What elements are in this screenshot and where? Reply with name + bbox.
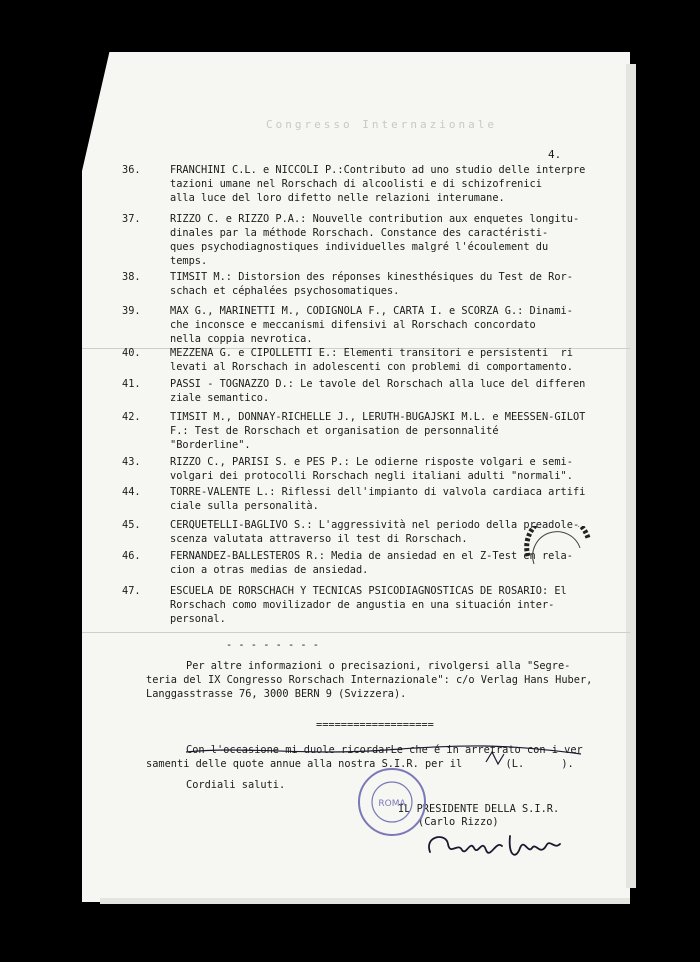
entry-text: Rorschach como movilizador de angustia en una situación inter- — [170, 599, 555, 611]
reference-entry — [122, 410, 586, 452]
info-line-2: teria del IX Congresso Rorschach Internazionale": c/o Verlag Hans Huber, — [146, 674, 593, 686]
entry-text: volgari dei protocolli Rorschach negli italiani adulti "normali". — [170, 470, 573, 482]
reference-entry — [122, 377, 586, 405]
svg-text:ROMA: ROMA — [378, 799, 406, 809]
postmark-stamp — [520, 526, 600, 586]
reference-entry — [122, 346, 576, 374]
entry-number: 42. — [122, 411, 141, 423]
entry-text: cion a otras medias de ansiedad. — [170, 564, 369, 576]
entry-text: RIZZO C. e RIZZO P.A.: Nouvelle contribution aux enquetes longitu- — [170, 213, 580, 225]
reference-entry — [122, 518, 580, 546]
entry-number: 45. — [122, 519, 141, 531]
entry-text: scenza valutata attraverso il test di Rorschach. — [170, 533, 468, 545]
entry-text: "Borderline". — [170, 439, 251, 451]
entry-number: 38. — [122, 271, 141, 283]
reference-entry — [122, 584, 576, 626]
reference-entry — [122, 270, 576, 298]
entry-text: RIZZO C., PARISI S. e PES P.: Le odierne risposte volgari e semi- — [170, 456, 573, 468]
bleed-through-header: Congresso Internazionale — [266, 118, 497, 131]
reference-entry — [122, 455, 576, 483]
info-line-3: Langgasstrasse 76, 3000 BERN 9 (Svizzera). — [146, 688, 407, 700]
separator-short: - - - - - - - - — [226, 639, 319, 651]
entry-text: TORRE-VALENTE L.: Riflessi dell'impianto di valvola cardiaca artifi — [170, 486, 586, 498]
fold-line — [82, 632, 630, 633]
entry-number: 44. — [122, 486, 141, 498]
reference-entry — [122, 549, 576, 577]
entry-text: ciale sulla personalità. — [170, 500, 319, 512]
entry-number: 46. — [122, 550, 141, 562]
info-line-1: Per altre informazioni o precisazioni, rivolgersi alla "Segre- — [186, 660, 571, 672]
handwritten-signature — [424, 826, 564, 866]
entry-text: F.: Test de Rorschach et organisation de personnalité — [170, 425, 499, 437]
entry-text: MAX G., MARINETTI M., CODIGNOLA F., CARTA I. e SCORZA G.: Dinami- — [170, 305, 573, 317]
entry-text: nella coppia nevrotica. — [170, 333, 313, 345]
entry-text: PASSI - TOGNAZZO D.: Le tavole del Rorschach alla luce del differen — [170, 378, 586, 390]
entry-text: alla luce del loro difetto nelle relazioni interumane. — [170, 192, 505, 204]
page-number: 4. — [548, 148, 562, 161]
stacked-pages-bottom — [100, 898, 630, 904]
entry-number: 37. — [122, 213, 141, 225]
entry-text: levati al Rorschach in adolescenti con problemi di comportamento. — [170, 361, 573, 373]
entry-number: 47. — [122, 585, 141, 597]
entry-text: TIMSIT M.: Distorsion des réponses kinesthésiques du Test de Ror- — [170, 271, 573, 283]
entry-text: TIMSIT M., DONNAY-RICHELLE J., LERUTH-BUGAJSKI M.L. e MEESSEN-GILOT — [170, 411, 586, 423]
entry-number: 41. — [122, 378, 141, 390]
salutation: Cordiali saluti. — [186, 779, 286, 791]
reference-entry — [122, 485, 586, 513]
reference-entry — [122, 212, 580, 268]
entry-number: 40. — [122, 347, 141, 359]
entry-text: dinales par la méthode Rorschach. Constance des caractéristi- — [170, 227, 549, 239]
entry-text: che inconsce e meccanismi difensivi al Rorschach concordato — [170, 319, 536, 331]
entry-text: schach et céphalées psychosomatiques. — [170, 285, 400, 297]
stacked-pages-edge — [626, 64, 636, 888]
entry-text: ziale semantico. — [170, 392, 270, 404]
entry-number: 39. — [122, 305, 141, 317]
entry-text: MEZZENA G. e CIPOLLETTI E.: Elementi transitori e persistenti ri — [170, 347, 573, 359]
entry-text: CERQUETELLI-BAGLIVO S.: L'aggressività nel periodo della preadole- — [170, 519, 580, 531]
reference-entry — [122, 304, 576, 346]
separator-long: =================== — [316, 719, 434, 731]
entry-text: FRANCHINI C.L. e NICCOLI P.:Contributo ad uno studio delle interpre — [170, 164, 586, 176]
entry-number: 43. — [122, 456, 141, 468]
entry-text: tazioni umane nel Rorschach di alcoolisti e di schizofrenici — [170, 178, 542, 190]
entry-text: ques psychodiagnostiques individuelles malgré l'écoulement du — [170, 241, 549, 253]
entry-number: 36. — [122, 164, 141, 176]
closing-line-1: Con l'occasione mi duole ricordarLe che é in arretrato con i ver — [186, 744, 583, 756]
reference-entry — [122, 163, 586, 205]
entry-text: FERNANDEZ-BALLESTEROS R.: Media de ansiedad en el Z-Test en rela- — [170, 550, 573, 562]
entry-text: ESCUELA DE RORSCHACH Y TECNICAS PSICODIAGNOSTICAS DE ROSARIO: El — [170, 585, 567, 597]
signatory-title: IL PRESIDENTE DELLA S.I.R. — [398, 803, 560, 815]
signatory-name: (Carlo Rizzo) — [418, 816, 499, 828]
entry-text: personal. — [170, 613, 226, 625]
entry-text: temps. — [170, 255, 208, 267]
pen-strike — [186, 738, 586, 778]
closing-line-2: samenti delle quote annue alla nostra S.I.R. per il (L. ). — [146, 758, 574, 770]
